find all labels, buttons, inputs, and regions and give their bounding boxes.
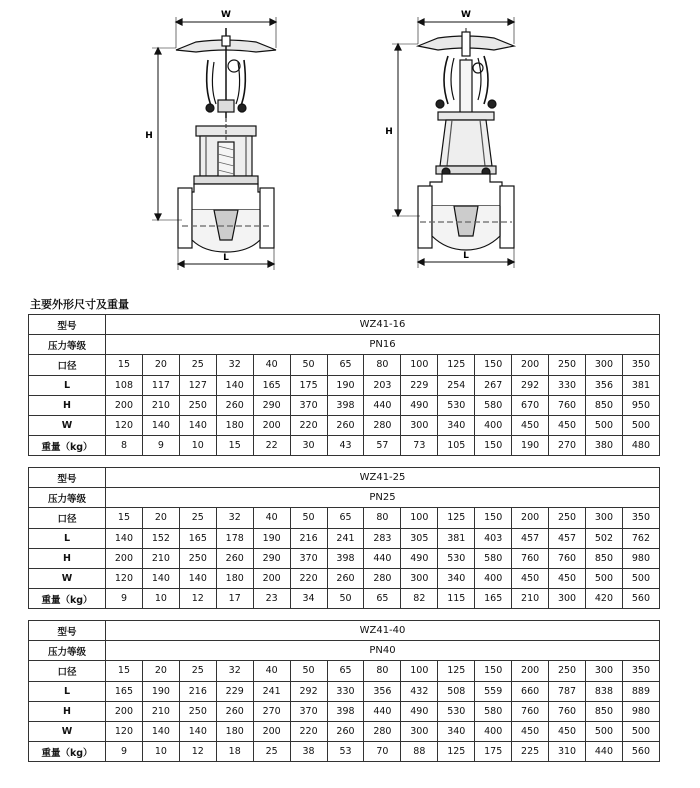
table-cell: 120 [106, 721, 143, 741]
table-cell: 450 [549, 415, 586, 435]
table-cell: 125 [438, 508, 475, 528]
table-cell: 70 [364, 742, 401, 762]
table-cell: 760 [512, 548, 549, 568]
table-cell: 40 [253, 508, 290, 528]
table-cell: 65 [327, 508, 364, 528]
table-cell: 380 [585, 436, 622, 456]
table-cell: 403 [475, 528, 512, 548]
table-cell: 760 [549, 548, 586, 568]
table-cell: 180 [216, 721, 253, 741]
table-cell: 100 [401, 661, 438, 681]
table-cell: 850 [585, 548, 622, 568]
table-cell: 225 [512, 742, 549, 762]
table-cell: 100 [401, 355, 438, 375]
dimension-label-w-right: W [461, 10, 471, 20]
table-cell: 30 [290, 436, 327, 456]
table-cell: 356 [585, 375, 622, 395]
table-cell: 241 [253, 681, 290, 701]
table-cell: 400 [475, 721, 512, 741]
row-label: 重量（kg） [29, 742, 106, 762]
table-cell: 165 [475, 589, 512, 609]
table-cell: 560 [622, 742, 659, 762]
table-cell: 850 [585, 701, 622, 721]
table-cell: 165 [179, 528, 216, 548]
table-cell: 127 [179, 375, 216, 395]
table-cell: 175 [290, 375, 327, 395]
row-label: W [29, 415, 106, 435]
table-cell: 440 [585, 742, 622, 762]
table-cell: 450 [512, 568, 549, 588]
row-label: 型号 [29, 315, 106, 335]
table-cell: 152 [142, 528, 179, 548]
table-cell: 250 [179, 395, 216, 415]
table-cell: 80 [364, 355, 401, 375]
table-cell: 400 [475, 568, 512, 588]
table-cell: 260 [327, 721, 364, 741]
table-cell: 32 [216, 661, 253, 681]
dn-row [29, 355, 660, 375]
table-cell: 50 [290, 355, 327, 375]
table-cell: 200 [512, 508, 549, 528]
table-cell: 450 [512, 415, 549, 435]
table-cell: 300 [401, 721, 438, 741]
table-cell: 190 [512, 436, 549, 456]
pressure-value: PN16 [106, 335, 660, 355]
table-cell: 270 [253, 701, 290, 721]
table-cell: 108 [106, 375, 143, 395]
table-cell: 432 [401, 681, 438, 701]
row-label: H [29, 701, 106, 721]
table-cell: 300 [585, 661, 622, 681]
table-cell: 229 [216, 681, 253, 701]
table-cell: 18 [216, 742, 253, 762]
table-cell: 200 [106, 395, 143, 415]
table-cell: 140 [216, 375, 253, 395]
table-cell: 530 [438, 395, 475, 415]
table-cell: 150 [475, 508, 512, 528]
table-cell: 500 [585, 568, 622, 588]
row-label: H [29, 395, 106, 415]
table-cell: 15 [106, 508, 143, 528]
table-cell: 580 [475, 701, 512, 721]
table-cell: 500 [585, 721, 622, 741]
table-cell: 580 [475, 395, 512, 415]
table-cell: 350 [622, 355, 659, 375]
w-row [29, 721, 660, 741]
table-cell: 9 [106, 742, 143, 762]
table-cell: 250 [179, 548, 216, 568]
row-label: W [29, 721, 106, 741]
table-cell: 760 [549, 701, 586, 721]
row-label: 重量（kg） [29, 589, 106, 609]
table-cell: 23 [253, 589, 290, 609]
table-cell: 480 [622, 436, 659, 456]
row-label: W [29, 568, 106, 588]
table-cell: 340 [438, 568, 475, 588]
table-cell: 65 [364, 589, 401, 609]
model-row [29, 621, 660, 641]
table-cell: 490 [401, 395, 438, 415]
table-cell: 490 [401, 548, 438, 568]
table-cell: 20 [142, 661, 179, 681]
table-cell: 125 [438, 355, 475, 375]
table-cell: 260 [216, 395, 253, 415]
table-cell: 381 [622, 375, 659, 395]
dimension-label-l-left: L [223, 253, 229, 263]
table-cell: 502 [585, 528, 622, 548]
table-cell: 283 [364, 528, 401, 548]
dimension-label-w-left: W [221, 10, 231, 20]
spec-table-wz41-25 [28, 467, 660, 609]
table-cell: 370 [290, 395, 327, 415]
row-label: 压力等级 [29, 488, 106, 508]
table-cell: 280 [364, 415, 401, 435]
table-cell: 254 [438, 375, 475, 395]
table-cell: 580 [475, 548, 512, 568]
table-cell: 508 [438, 681, 475, 701]
table-cell: 190 [142, 681, 179, 701]
table-cell: 25 [179, 661, 216, 681]
table-cell: 165 [253, 375, 290, 395]
table-cell: 15 [216, 436, 253, 456]
table-cell: 200 [253, 568, 290, 588]
table-cell: 50 [327, 589, 364, 609]
table-cell: 22 [253, 436, 290, 456]
table-cell: 267 [475, 375, 512, 395]
h-row [29, 701, 660, 721]
table-cell: 838 [585, 681, 622, 701]
table-cell: 500 [622, 415, 659, 435]
table-cell: 560 [622, 589, 659, 609]
table-cell: 398 [327, 548, 364, 568]
table-cell: 32 [216, 508, 253, 528]
table-cell: 15 [106, 661, 143, 681]
table-cell: 530 [438, 548, 475, 568]
table-cell: 305 [401, 528, 438, 548]
table-cell: 980 [622, 548, 659, 568]
table-cell: 216 [290, 528, 327, 548]
table-cell: 125 [438, 742, 475, 762]
table-cell: 32 [216, 355, 253, 375]
table-cell: 660 [512, 681, 549, 701]
table-cell: 450 [512, 721, 549, 741]
table-cell: 398 [327, 701, 364, 721]
table-cell: 200 [512, 661, 549, 681]
row-label: L [29, 375, 106, 395]
dn-row [29, 661, 660, 681]
table-cell: 457 [512, 528, 549, 548]
table-cell: 178 [216, 528, 253, 548]
table-cell: 150 [475, 436, 512, 456]
table-cell: 300 [401, 568, 438, 588]
row-label: 口径 [29, 661, 106, 681]
table-cell: 125 [438, 661, 475, 681]
table-cell: 250 [179, 701, 216, 721]
valve-drawing-right [392, 17, 514, 268]
pressure-value: PN25 [106, 488, 660, 508]
model-row [29, 315, 660, 335]
table-cell: 20 [142, 508, 179, 528]
pressure-value: PN40 [106, 641, 660, 661]
table-cell: 330 [549, 375, 586, 395]
table-cell: 350 [622, 508, 659, 528]
table-cell: 350 [622, 661, 659, 681]
table-cell: 250 [549, 355, 586, 375]
row-label: 口径 [29, 508, 106, 528]
table-cell: 229 [401, 375, 438, 395]
table-cell: 140 [106, 528, 143, 548]
table-cell: 180 [216, 415, 253, 435]
table-cell: 292 [290, 681, 327, 701]
table-cell: 216 [179, 681, 216, 701]
row-label: 型号 [29, 468, 106, 488]
table-cell: 65 [327, 355, 364, 375]
h-row [29, 548, 660, 568]
dimension-label-h-right: H [385, 127, 393, 137]
section-title: 主要外形尺寸及重量 [30, 298, 129, 311]
table-cell: 290 [253, 548, 290, 568]
table-cell: 850 [585, 395, 622, 415]
table-cell: 889 [622, 681, 659, 701]
table-cell: 787 [549, 681, 586, 701]
table-cell: 25 [179, 355, 216, 375]
table-cell: 241 [327, 528, 364, 548]
table-cell: 53 [327, 742, 364, 762]
table-cell: 88 [401, 742, 438, 762]
row-label: H [29, 548, 106, 568]
table-cell: 260 [327, 415, 364, 435]
table-cell: 260 [216, 548, 253, 568]
table-cell: 300 [401, 415, 438, 435]
table-cell: 450 [549, 568, 586, 588]
table-cell: 117 [142, 375, 179, 395]
table-cell: 210 [512, 589, 549, 609]
table-cell: 65 [327, 661, 364, 681]
table-cell: 210 [142, 395, 179, 415]
table-cell: 220 [290, 415, 327, 435]
table-cell: 105 [438, 436, 475, 456]
table-cell: 530 [438, 701, 475, 721]
h-row [29, 395, 660, 415]
table-cell: 17 [216, 589, 253, 609]
table-cell: 57 [364, 436, 401, 456]
table-cell: 140 [142, 415, 179, 435]
table-cell: 760 [549, 395, 586, 415]
w-row [29, 415, 660, 435]
table-cell: 140 [142, 721, 179, 741]
table-cell: 180 [216, 568, 253, 588]
table-cell: 140 [179, 415, 216, 435]
weight-row [29, 589, 660, 609]
l-row [29, 375, 660, 395]
table-cell: 450 [549, 721, 586, 741]
table-cell: 440 [364, 395, 401, 415]
table-cell: 10 [179, 436, 216, 456]
table-cell: 500 [622, 721, 659, 741]
model-value: WZ41-16 [106, 315, 660, 335]
row-label: L [29, 528, 106, 548]
row-label: 压力等级 [29, 641, 106, 661]
table-cell: 280 [364, 721, 401, 741]
table-cell: 80 [364, 661, 401, 681]
dimension-label-h-left: H [145, 131, 153, 141]
table-cell: 165 [106, 681, 143, 701]
table-cell: 398 [327, 395, 364, 415]
table-cell: 210 [142, 701, 179, 721]
table-cell: 370 [290, 548, 327, 568]
table-cell: 559 [475, 681, 512, 701]
table-cell: 762 [622, 528, 659, 548]
table-cell: 210 [142, 548, 179, 568]
table-cell: 760 [512, 701, 549, 721]
table-cell: 457 [549, 528, 586, 548]
row-label: 压力等级 [29, 335, 106, 355]
table-cell: 100 [401, 508, 438, 528]
table-cell: 300 [585, 508, 622, 528]
table-cell: 490 [401, 701, 438, 721]
table-cell: 150 [475, 355, 512, 375]
weight-row [29, 742, 660, 762]
table-cell: 200 [106, 548, 143, 568]
model-value: WZ41-25 [106, 468, 660, 488]
table-cell: 200 [512, 355, 549, 375]
table-cell: 500 [585, 415, 622, 435]
table-cell: 200 [253, 415, 290, 435]
row-label: 型号 [29, 621, 106, 641]
model-row [29, 468, 660, 488]
table-cell: 115 [438, 589, 475, 609]
table-cell: 260 [216, 701, 253, 721]
table-cell: 670 [512, 395, 549, 415]
table-cell: 300 [549, 589, 586, 609]
table-cell: 15 [106, 355, 143, 375]
table-cell: 440 [364, 701, 401, 721]
table-cell: 950 [622, 395, 659, 415]
table-cell: 140 [142, 568, 179, 588]
table-cell: 381 [438, 528, 475, 548]
table-cell: 120 [106, 415, 143, 435]
w-row [29, 568, 660, 588]
l-row [29, 681, 660, 701]
table-cell: 25 [253, 742, 290, 762]
table-cell: 9 [142, 436, 179, 456]
valve-drawing-left [152, 17, 276, 270]
row-label: 口径 [29, 355, 106, 375]
valve-drawings [0, 0, 700, 285]
table-cell: 220 [290, 721, 327, 741]
row-label: L [29, 681, 106, 701]
table-cell: 10 [142, 589, 179, 609]
table-cell: 25 [179, 508, 216, 528]
spec-table-wz41-16 [28, 314, 660, 456]
table-cell: 12 [179, 589, 216, 609]
table-cell: 40 [253, 661, 290, 681]
pressure-row [29, 488, 660, 508]
dimension-label-l-right: L [463, 251, 469, 261]
table-cell: 260 [327, 568, 364, 588]
table-cell: 250 [549, 508, 586, 528]
table-cell: 73 [401, 436, 438, 456]
table-cell: 200 [106, 701, 143, 721]
l-row [29, 528, 660, 548]
weight-row [29, 436, 660, 456]
table-cell: 175 [475, 742, 512, 762]
table-cell: 330 [327, 681, 364, 701]
table-cell: 292 [512, 375, 549, 395]
pressure-row [29, 641, 660, 661]
table-cell: 440 [364, 548, 401, 568]
table-cell: 150 [475, 661, 512, 681]
table-cell: 190 [253, 528, 290, 548]
table-cell: 980 [622, 701, 659, 721]
table-cell: 290 [253, 395, 290, 415]
table-cell: 12 [179, 742, 216, 762]
table-cell: 400 [475, 415, 512, 435]
table-cell: 340 [438, 721, 475, 741]
table-cell: 200 [253, 721, 290, 741]
table-cell: 500 [622, 568, 659, 588]
table-cell: 8 [106, 436, 143, 456]
pressure-row [29, 335, 660, 355]
table-cell: 80 [364, 508, 401, 528]
spec-table-wz41-40 [28, 620, 660, 762]
table-cell: 140 [179, 721, 216, 741]
table-cell: 140 [179, 568, 216, 588]
table-cell: 356 [364, 681, 401, 701]
dn-row [29, 508, 660, 528]
table-cell: 280 [364, 568, 401, 588]
table-cell: 40 [253, 355, 290, 375]
table-cell: 120 [106, 568, 143, 588]
table-cell: 203 [364, 375, 401, 395]
table-cell: 50 [290, 508, 327, 528]
table-cell: 10 [142, 742, 179, 762]
table-cell: 43 [327, 436, 364, 456]
table-cell: 310 [549, 742, 586, 762]
table-cell: 82 [401, 589, 438, 609]
table-cell: 34 [290, 589, 327, 609]
table-cell: 220 [290, 568, 327, 588]
table-cell: 50 [290, 661, 327, 681]
table-cell: 20 [142, 355, 179, 375]
table-cell: 250 [549, 661, 586, 681]
table-cell: 340 [438, 415, 475, 435]
table-cell: 300 [585, 355, 622, 375]
model-value: WZ41-40 [106, 621, 660, 641]
row-label: 重量（kg） [29, 436, 106, 456]
table-cell: 420 [585, 589, 622, 609]
table-cell: 38 [290, 742, 327, 762]
table-cell: 190 [327, 375, 364, 395]
table-cell: 270 [549, 436, 586, 456]
table-cell: 9 [106, 589, 143, 609]
table-cell: 370 [290, 701, 327, 721]
